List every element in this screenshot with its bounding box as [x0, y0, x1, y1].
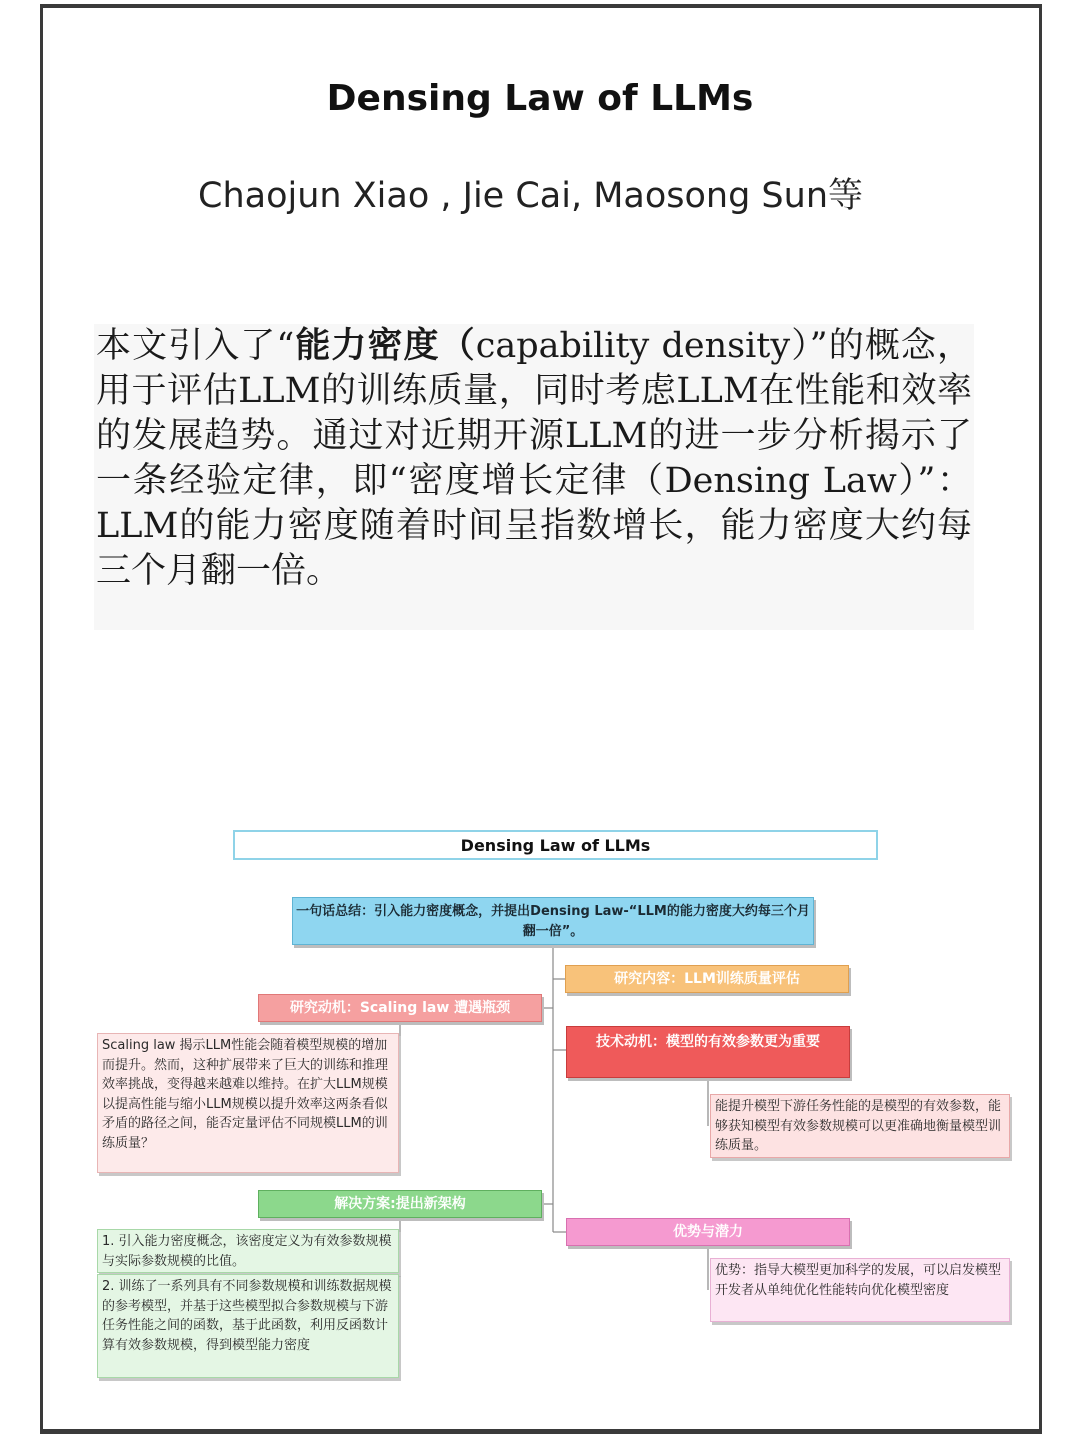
- summary-node: 一句话总结：引入能力密度概念，并提出Densing Law-“LLM的能力密度大约每三个月翻一倍”。: [292, 897, 814, 945]
- solution-node: 解决方案:提出新架构: [258, 1190, 542, 1218]
- mindmap-title: Densing Law of LLMs: [233, 830, 878, 860]
- abstract-text-2: capability density）”的概念，用于评估LLM的训练质量，同时考虑LLM在性能和效率的发展趋势。通过对近期开源LLM的进一步分析揭示了一条经验定律，即“密度增长定律（Densing Law）”：LLM的能力密度随着时间呈指数增长，能力密度大约每三个月翻一倍。: [96, 326, 972, 591]
- paper-authors: Chaojun Xiao , Jie Cai, Maosong Sun等: [198, 176, 864, 216]
- solution-detail-2: 2. 训练了一系列具有不同参数规模和训练数据规模的参考模型，并基于这些模型拟合参数规模与下游任务性能之间的函数，基于此函数，利用反函数计算有效参数规模，得到模型能力密度: [97, 1274, 399, 1378]
- research-content-node: 研究内容：LLM训练质量评估: [565, 965, 849, 993]
- motive-detail: Scaling law 揭示LLM性能会随着模型规模的增加而提升。然而，这种扩展带来了巨大的训练和推理效率挑战，变得越来越难以维持。在扩大LLM规模以提高性能与缩小LLM规模以提升效率这两条看似矛盾的路径之间，能否定量评估不同规模LLM的训练质量？: [97, 1033, 399, 1173]
- solution-detail-1: 1. 引入能力密度概念，该密度定义为有效参数规模与实际参数规模的比值。: [97, 1229, 399, 1273]
- tech-detail: 能提升模型下游任务性能的是模型的有效参数，能够获知模型有效参数规模可以更准确地衡量模型训练质量。: [710, 1094, 1010, 1158]
- paper-title: Densing Law of LLMs: [326, 78, 754, 119]
- advantage-node: 优势与潜力: [566, 1218, 850, 1246]
- abstract-text-1: 本文引入了“: [96, 326, 295, 366]
- tech-motive-node: 技术动机：模型的有效参数更为重要: [566, 1026, 850, 1078]
- research-motive-node: 研究动机：Scaling law 遭遇瓶颈: [258, 994, 542, 1022]
- abstract-bold-term: 能力密度（: [294, 326, 476, 366]
- advantage-detail: 优势：指导大模型更加科学的发展，可以启发模型开发者从单纯优化性能转向优化模型密度: [710, 1258, 1010, 1322]
